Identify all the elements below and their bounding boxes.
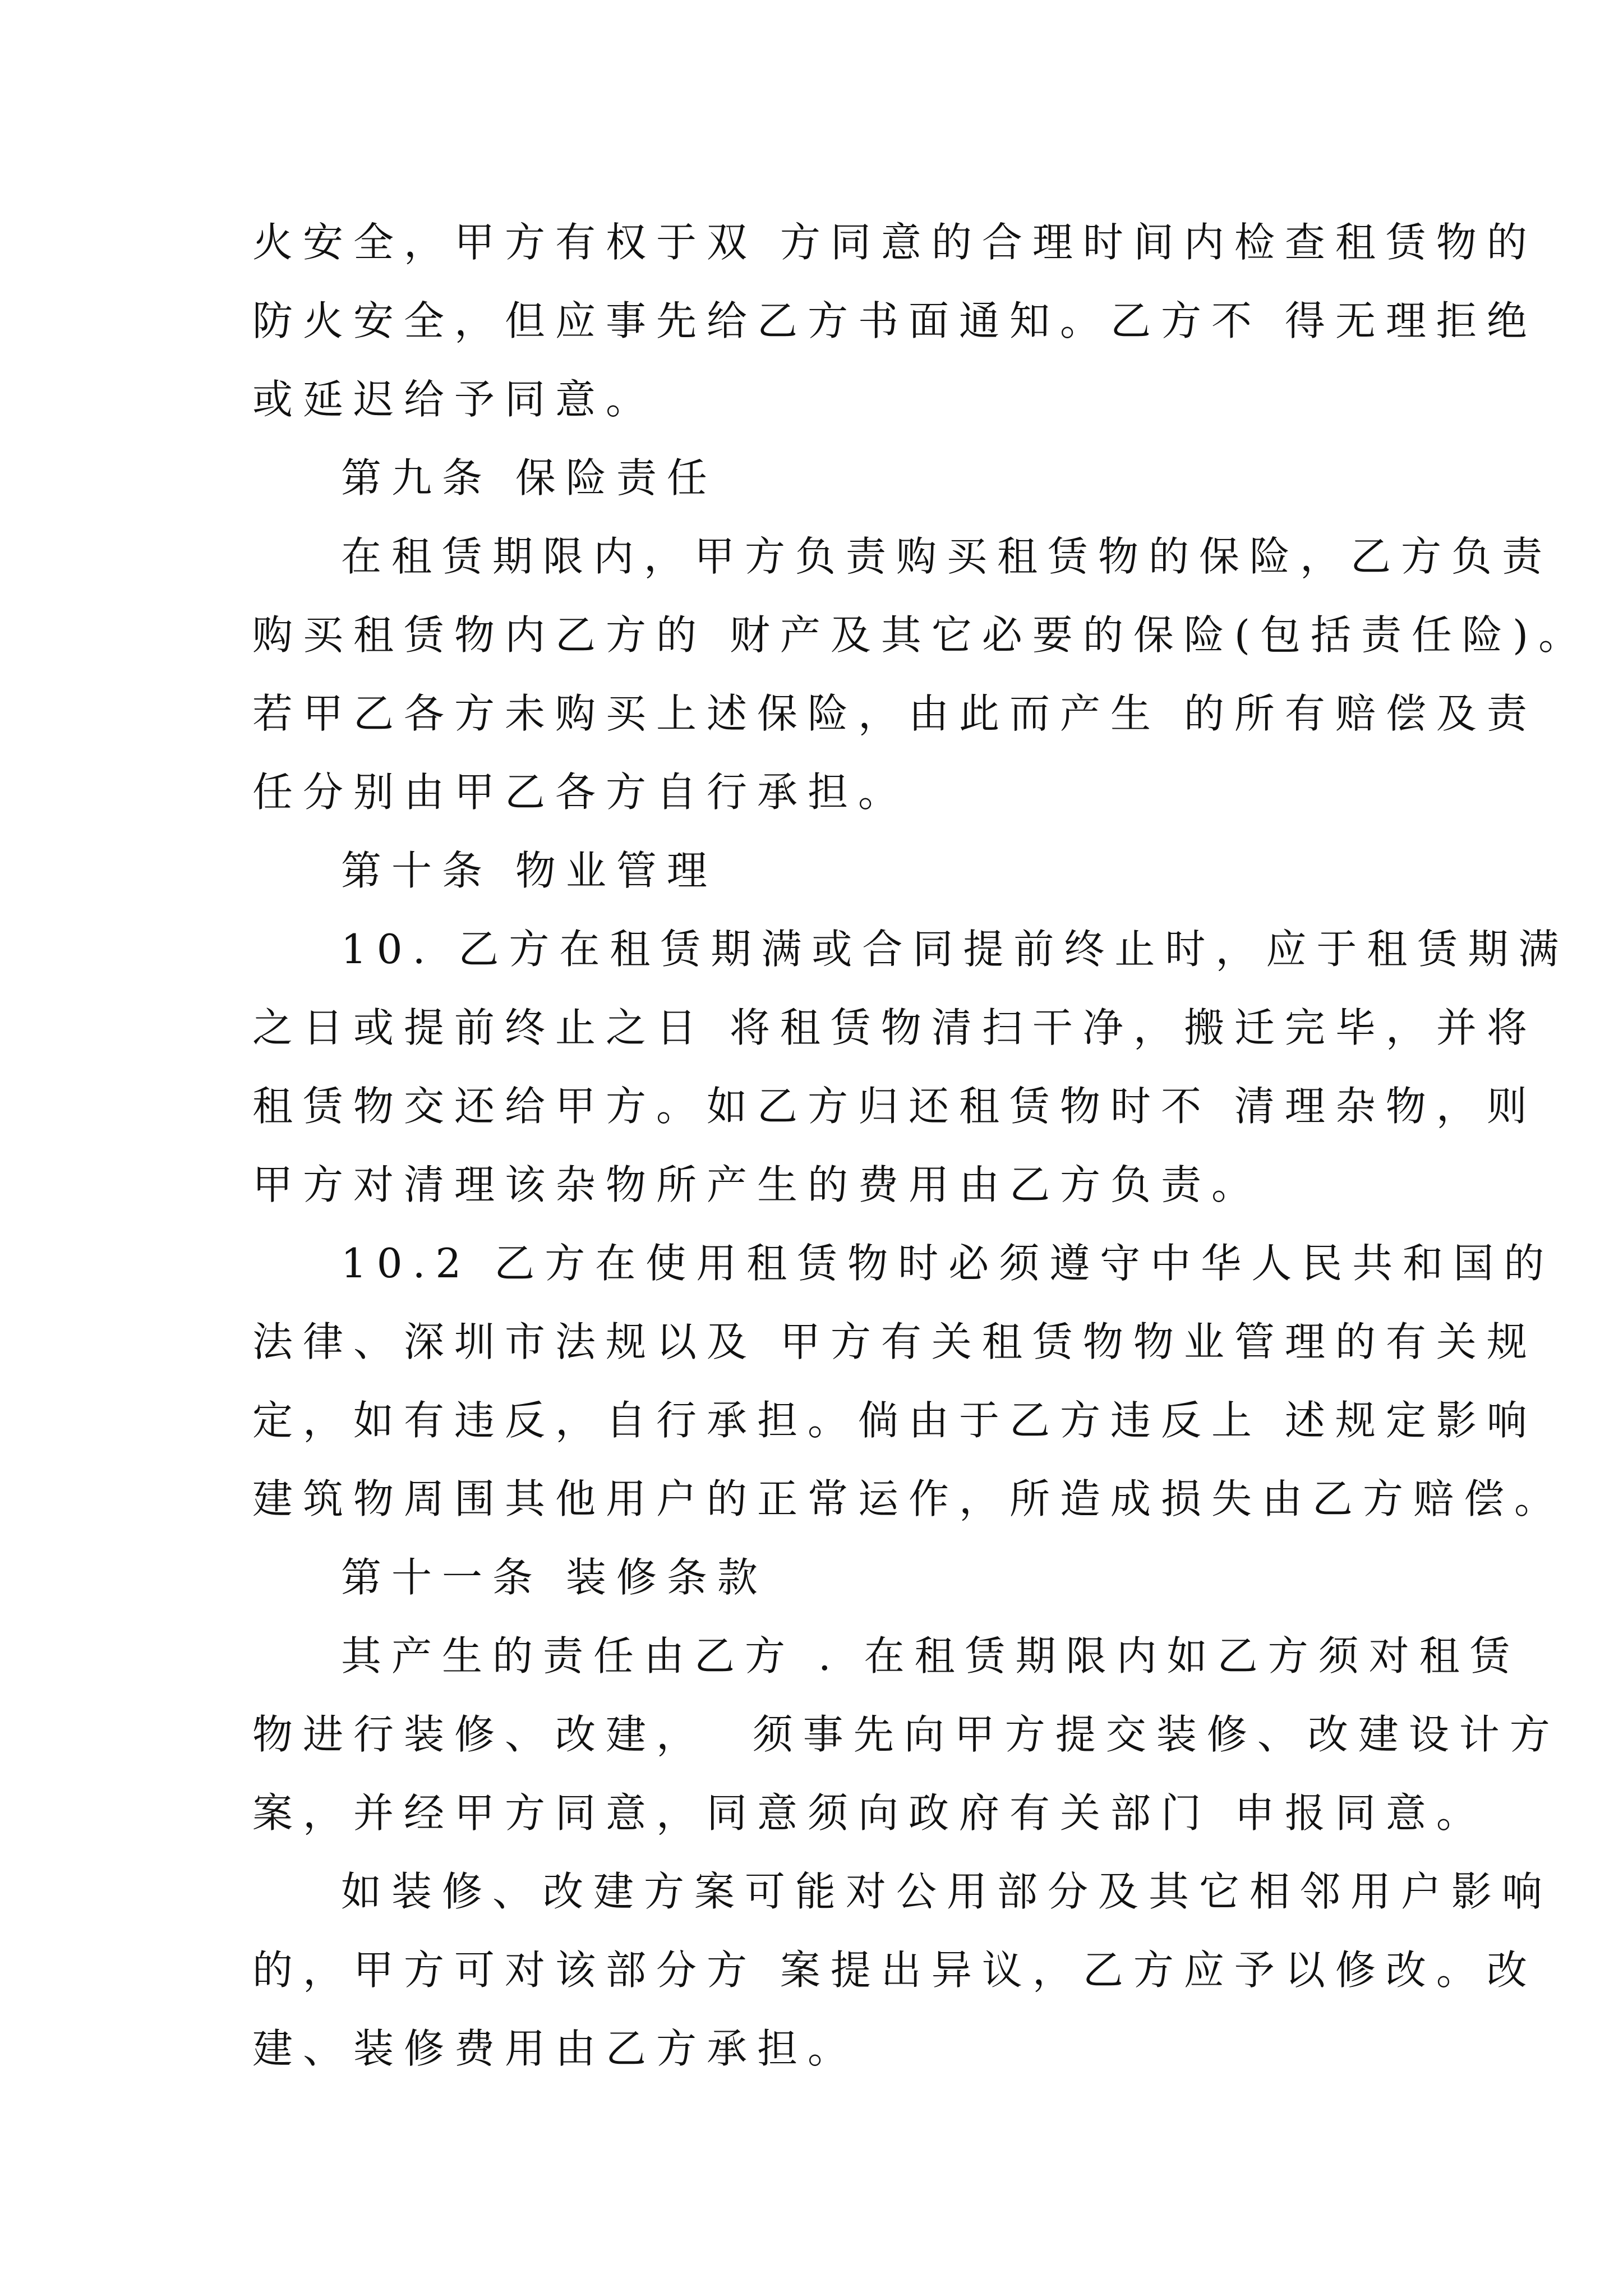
- text-line-12: 租赁物交还给甲方。如乙方归还租赁物时不 清理杂物，则: [252, 1083, 1537, 1130]
- article-10-heading: 第十条 物业管理: [341, 847, 717, 894]
- text-line-10: 10. 乙方在租赁期满或合同提前终止时，应于租赁期满: [341, 926, 1569, 973]
- article-9-heading: 第九条 保险责任: [341, 454, 717, 501]
- text-line-13: 甲方对清理该杂物所产生的费用由乙方负责。: [252, 1161, 1262, 1208]
- text-line-23: 的，甲方可对该部分方 案提出异议，乙方应予以修改。改: [252, 1947, 1537, 1994]
- text-line-14: 10.2 乙方在使用租赁物时必须遵守中华人民共和国的: [341, 1240, 1555, 1287]
- text-line-19: 其产生的责任由乙方 . 在租赁期限内如乙方须对租赁: [341, 1632, 1520, 1680]
- text-line-20: 物进行装修、改建， 须事先向甲方提交装修、改建设计方: [252, 1711, 1560, 1758]
- document-body: [252, 203, 1589, 2088]
- text-line-22: 如装修、改建方案可能对公用部分及其它相邻用户影响: [341, 1868, 1553, 1915]
- text-line-2: 防火安全，但应事先给乙方书面通知。乙方不 得无理拒绝: [252, 297, 1537, 344]
- text-line-3: 或延迟给予同意。: [252, 376, 657, 423]
- text-line-8: 任分别由甲乙各方自行承担。: [252, 769, 909, 816]
- article-11-heading: 第十一条 装修条款: [341, 1554, 768, 1601]
- text-line-1: 火安全，甲方有权于双 方同意的合理时间内检查租赁物的: [252, 219, 1537, 266]
- text-line-11: 之日或提前终止之日 将租赁物清扫干净，搬迁完毕，并将: [252, 1004, 1537, 1051]
- text-line-21: 案，并经甲方同意，同意须向政府有关部门 申报同意。: [252, 1789, 1487, 1837]
- text-line-7: 若甲乙各方未购买上述保险，由此而产生 的所有赔偿及责: [252, 690, 1537, 737]
- text-line-16: 定，如有违反，自行承担。倘由于乙方违反上 述规定影响: [252, 1397, 1537, 1444]
- text-line-6: 购买租赁物内乙方的 财产及其它必要的保险(包括责任险)。: [252, 611, 1589, 659]
- text-line-5: 在租赁期限内，甲方负责购买租赁物的保险，乙方负责: [341, 533, 1553, 580]
- text-line-24: 建、装修费用由乙方承担。: [252, 2025, 859, 2072]
- text-line-15: 法律、深圳市法规以及 甲方有关租赁物物业管理的有关规: [252, 1318, 1537, 1365]
- text-line-17: 建筑物周围其他用户的正常运作，所造成损失由乙方赔偿。: [252, 1475, 1565, 1522]
